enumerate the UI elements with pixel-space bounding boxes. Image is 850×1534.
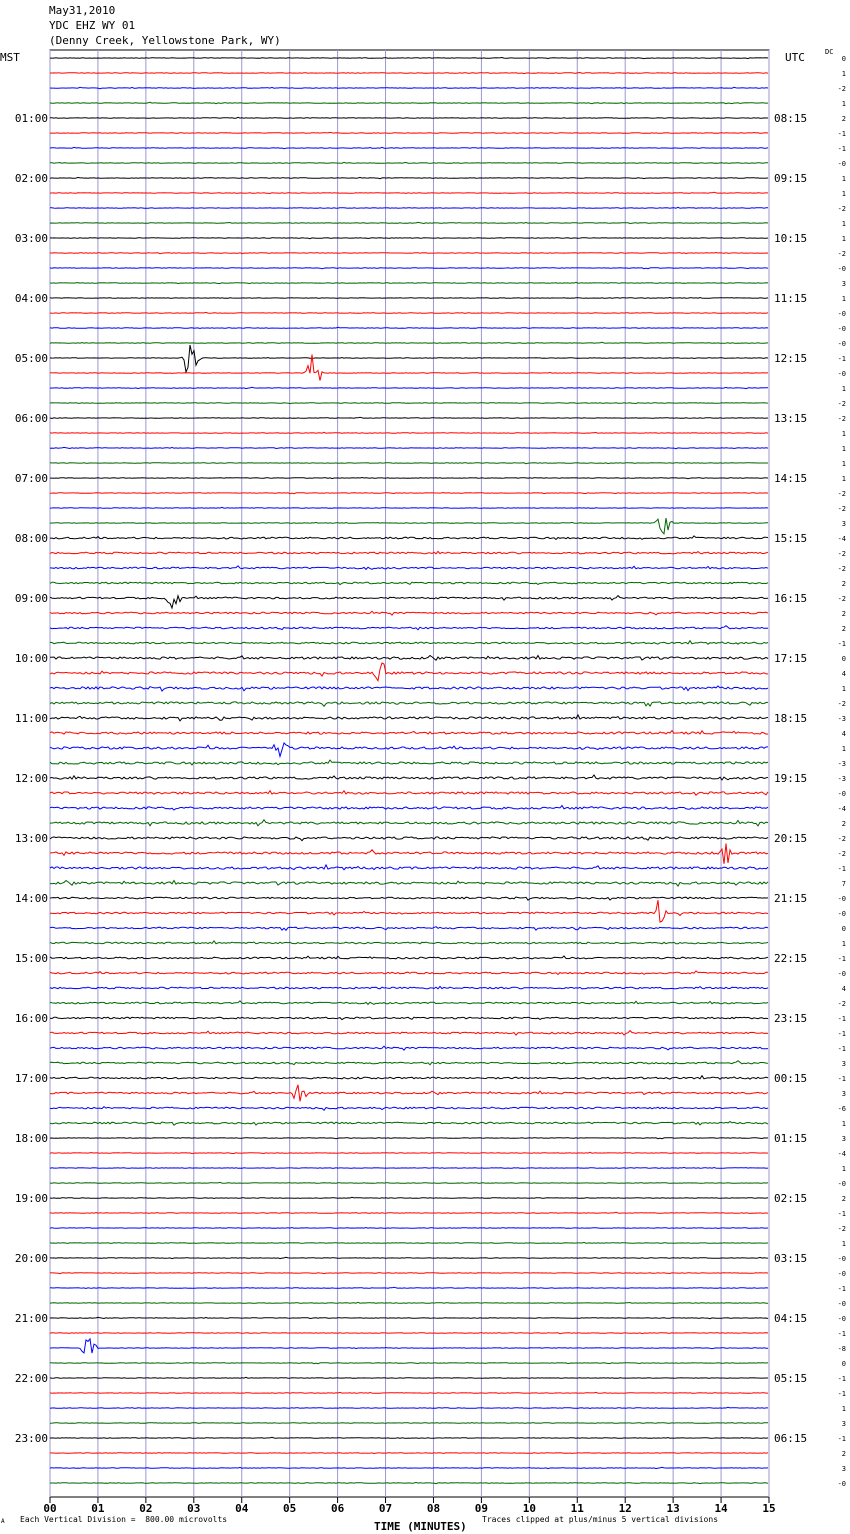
trace-row xyxy=(50,447,768,448)
scale-note: Each Vertical Division = 800.00 microvolts xyxy=(20,1515,228,1524)
dc-offset-label: -2 xyxy=(837,565,846,573)
dc-offset-label: -0 xyxy=(837,910,846,918)
dc-offset-label: 1 xyxy=(841,385,846,393)
record-date: May31,2010 xyxy=(49,4,116,17)
dc-offset-label: 3 xyxy=(841,1090,846,1098)
dc-offset-label: -2 xyxy=(837,1000,846,1008)
trace-row xyxy=(50,596,768,608)
trace-row xyxy=(50,493,768,494)
dc-offset-label: -3 xyxy=(837,760,846,768)
dc-offset-label: 2 xyxy=(841,115,846,123)
dc-offset-label: 0 xyxy=(841,1360,846,1368)
x-tick-label: 10 xyxy=(522,1502,536,1515)
left-hour-label: 18:00 xyxy=(14,1132,48,1145)
dc-offset-label: 1 xyxy=(841,175,846,183)
dc-offset-label: 1 xyxy=(841,1120,846,1128)
x-tick-label: 11 xyxy=(570,1502,584,1515)
plot-frame xyxy=(50,50,769,1497)
dc-offset-label: -6 xyxy=(837,1105,846,1113)
left-hour-label: 14:00 xyxy=(14,892,48,905)
dc-offset-label: -2 xyxy=(837,835,846,843)
dc-offset-label: 3 xyxy=(841,1060,846,1068)
trace-row xyxy=(50,1363,768,1364)
right-hour-label: 01:15 xyxy=(774,1132,808,1145)
dc-offset-label: -1 xyxy=(837,355,846,363)
trace-row xyxy=(50,611,768,615)
dc-offset-label: 0 xyxy=(841,655,846,663)
trace-row xyxy=(50,897,768,900)
dc-offset-label: -4 xyxy=(837,805,846,813)
trace-row xyxy=(50,820,768,826)
dc-offset-label: -3 xyxy=(837,715,846,723)
trace-row xyxy=(50,1453,768,1454)
right-hour-label: 05:15 xyxy=(774,1372,808,1385)
trace-row xyxy=(50,1407,768,1408)
x-tick-label: 12 xyxy=(618,1502,632,1515)
trace-row xyxy=(50,837,768,841)
trace-row xyxy=(50,463,768,464)
trace-row xyxy=(50,1107,768,1111)
right-hour-label: 09:15 xyxy=(774,172,808,185)
trace-row xyxy=(50,1333,768,1334)
dc-offset-label: 1 xyxy=(841,1165,846,1173)
right-hour-label: 11:15 xyxy=(774,292,808,305)
trace-row xyxy=(50,900,768,922)
trace-row xyxy=(50,132,768,133)
dc-offset-label: -2 xyxy=(837,205,846,213)
dc-offset-label: -2 xyxy=(837,850,846,858)
trace-row xyxy=(50,1182,768,1183)
trace-row xyxy=(50,1061,768,1065)
left-hour-label: 05:00 xyxy=(14,352,48,365)
dc-offset-label: 4 xyxy=(841,985,846,993)
dc-offset-label: -4 xyxy=(837,535,846,543)
dc-offset-label: 2 xyxy=(841,1195,846,1203)
dc-offset-label: 3 xyxy=(841,280,846,288)
dc-offset-label: 3 xyxy=(841,1135,846,1143)
right-hour-label: 02:15 xyxy=(774,1192,808,1205)
dc-offset-label: 2 xyxy=(841,625,846,633)
right-hour-label: 22:15 xyxy=(774,952,808,965)
dc-offset-label: -1 xyxy=(837,1210,846,1218)
dc-offset-label: -0 xyxy=(837,1480,846,1488)
dc-offset-label: -0 xyxy=(837,1180,846,1188)
x-tick-label: 02 xyxy=(139,1502,153,1515)
right-hour-label: 19:15 xyxy=(774,772,808,785)
trace-row xyxy=(50,806,768,811)
trace-row xyxy=(50,518,768,534)
right-hour-label: 13:15 xyxy=(774,412,808,425)
trace-row xyxy=(50,1423,768,1424)
trace-row xyxy=(50,417,768,418)
trace-row xyxy=(50,731,768,735)
left-hour-label: 13:00 xyxy=(14,832,48,845)
dc-offset-label: -1 xyxy=(837,1435,846,1443)
dc-offset-label: 2 xyxy=(841,610,846,618)
dc-offset-label: 1 xyxy=(841,220,846,228)
trace-row xyxy=(50,986,768,988)
trace-row xyxy=(50,1076,768,1080)
left-hour-label: 06:00 xyxy=(14,412,48,425)
dc-offset-label: 1 xyxy=(841,940,846,948)
dc-offset-label: -1 xyxy=(837,1075,846,1083)
trace-row xyxy=(50,327,768,328)
dc-offset-label: -0 xyxy=(837,1255,846,1263)
dc-offset-label: 1 xyxy=(841,295,846,303)
trace-row xyxy=(50,387,768,388)
left-hour-label: 04:00 xyxy=(14,292,48,305)
trace-row xyxy=(50,844,768,864)
trace-row xyxy=(50,641,768,645)
right-hour-label: 08:15 xyxy=(774,112,808,125)
x-tick-label: 14 xyxy=(714,1502,728,1515)
dc-offset-label: -1 xyxy=(837,1375,846,1383)
dc-offset-label: -0 xyxy=(837,790,846,798)
trace-row xyxy=(50,73,768,74)
right-hour-label: 23:15 xyxy=(774,1012,808,1025)
dc-offset-label: -2 xyxy=(837,505,846,513)
dc-offset-label: -0 xyxy=(837,160,846,168)
trace-row xyxy=(50,1167,768,1168)
dc-offset-label: -3 xyxy=(837,775,846,783)
trace-row xyxy=(50,791,768,796)
trace-row xyxy=(50,760,768,765)
dc-offset-label: 1 xyxy=(841,745,846,753)
trace-row xyxy=(50,1046,768,1050)
dc-column-label: DC xyxy=(825,48,834,56)
right-hour-label: 21:15 xyxy=(774,892,808,905)
dc-offset-label: 2 xyxy=(841,1450,846,1458)
trace-row xyxy=(50,312,768,313)
right-hour-label: 15:15 xyxy=(774,532,808,545)
trace-row xyxy=(50,551,768,553)
left-hour-label: 11:00 xyxy=(14,712,48,725)
trace-row xyxy=(50,478,768,479)
trace-row xyxy=(50,1152,768,1153)
trace-row xyxy=(50,941,768,944)
trace-row xyxy=(50,268,768,269)
trace-row xyxy=(50,1138,768,1139)
left-timezone-label: MST xyxy=(0,51,20,64)
dc-offset-label: 1 xyxy=(841,70,846,78)
dc-offset-label: -0 xyxy=(837,970,846,978)
trace-row xyxy=(50,345,768,372)
trace-row xyxy=(50,1017,768,1019)
dc-offset-label: 2 xyxy=(841,820,846,828)
left-hour-label: 16:00 xyxy=(14,1012,48,1025)
dc-offset-label: -0 xyxy=(837,1270,846,1278)
right-hour-label: 10:15 xyxy=(774,232,808,245)
dc-offset-label: -0 xyxy=(837,370,846,378)
trace-row xyxy=(50,1212,768,1213)
dc-offset-label: -0 xyxy=(837,265,846,273)
trace-row xyxy=(50,432,768,433)
trace-row xyxy=(50,253,768,254)
dc-offset-label: -2 xyxy=(837,595,846,603)
trace-row xyxy=(50,865,768,870)
dc-offset-label: -2 xyxy=(837,400,846,408)
trace-row xyxy=(50,1273,768,1274)
dc-offset-label: 3 xyxy=(841,1420,846,1428)
dc-offset-label: -1 xyxy=(837,1330,846,1338)
trace-row xyxy=(50,1242,768,1243)
right-hour-label: 06:15 xyxy=(774,1432,808,1445)
dc-offset-label: -2 xyxy=(837,490,846,498)
right-hour-label: 03:15 xyxy=(774,1252,808,1265)
dc-offset-label: 1 xyxy=(841,685,846,693)
dc-offset-label: 1 xyxy=(841,1405,846,1413)
dc-offset-label: 1 xyxy=(841,445,846,453)
dc-offset-label: -1 xyxy=(837,865,846,873)
left-hour-label: 20:00 xyxy=(14,1252,48,1265)
dc-offset-label: -1 xyxy=(837,955,846,963)
trace-row xyxy=(50,58,768,59)
dc-offset-label: -0 xyxy=(837,340,846,348)
trace-row xyxy=(50,743,768,757)
left-hour-label: 08:00 xyxy=(14,532,48,545)
trace-row xyxy=(50,715,768,721)
left-hour-label: 19:00 xyxy=(14,1192,48,1205)
clipping-note: Traces clipped at plus/minus 5 vertical divisions xyxy=(482,1515,719,1524)
trace-row xyxy=(50,1392,768,1393)
dc-offset-label: -1 xyxy=(837,145,846,153)
x-tick-label: 01 xyxy=(91,1502,105,1515)
station-location: (Denny Creek, Yellowstone Park, WY) xyxy=(49,34,281,47)
dc-offset-label: 4 xyxy=(841,670,846,678)
dc-offset-label: -0 xyxy=(837,310,846,318)
x-tick-label: 00 xyxy=(43,1502,57,1515)
x-tick-label: 03 xyxy=(187,1502,201,1515)
trace-row xyxy=(50,207,768,208)
right-hour-label: 00:15 xyxy=(774,1072,808,1085)
trace-row xyxy=(50,1031,768,1036)
left-hour-label: 02:00 xyxy=(14,172,48,185)
left-hour-label: 23:00 xyxy=(14,1432,48,1445)
dc-offset-label: 1 xyxy=(841,235,846,243)
trace-row xyxy=(50,192,768,193)
trace-row xyxy=(50,1001,768,1005)
trace-row xyxy=(50,1287,768,1288)
x-axis-title: TIME (MINUTES) xyxy=(374,1520,467,1533)
trace-row xyxy=(50,147,768,148)
dc-offset-label: -2 xyxy=(837,415,846,423)
left-hour-label: 22:00 xyxy=(14,1372,48,1385)
station-code: YDC EHZ WY 01 xyxy=(49,19,136,32)
dc-offset-label: -2 xyxy=(837,550,846,558)
dc-offset-label: -1 xyxy=(837,130,846,138)
trace-row xyxy=(50,956,768,959)
dc-offset-label: 1 xyxy=(841,100,846,108)
trace-row xyxy=(50,1339,768,1353)
dc-offset-label: -0 xyxy=(837,895,846,903)
trace-row xyxy=(50,1377,768,1378)
trace-row xyxy=(50,656,768,661)
right-hour-label: 18:15 xyxy=(774,712,808,725)
trace-row xyxy=(50,162,768,163)
left-hour-label: 03:00 xyxy=(14,232,48,245)
dc-offset-label: -2 xyxy=(837,1225,846,1233)
dc-offset-label: 2 xyxy=(841,580,846,588)
trace-row xyxy=(50,927,768,931)
dc-offset-label: 1 xyxy=(841,430,846,438)
x-tick-label: 07 xyxy=(378,1502,393,1515)
left-hour-label: 10:00 xyxy=(14,652,48,665)
dc-offset-label: 1 xyxy=(841,1240,846,1248)
trace-row xyxy=(50,686,768,691)
x-tick-label: 05 xyxy=(283,1502,297,1515)
right-hour-label: 14:15 xyxy=(774,472,808,485)
trace-row xyxy=(50,663,768,681)
left-hour-label: 01:00 xyxy=(14,112,48,125)
trace-row xyxy=(50,775,768,780)
corner-mark: A xyxy=(1,1518,5,1525)
trace-row xyxy=(50,1302,768,1303)
left-hour-label: 15:00 xyxy=(14,952,48,965)
trace-row xyxy=(50,1467,768,1468)
trace-row xyxy=(50,238,768,239)
x-tick-label: 06 xyxy=(330,1502,345,1515)
trace-row xyxy=(50,222,768,223)
dc-offset-label: -0 xyxy=(837,1315,846,1323)
trace-row xyxy=(50,1482,768,1483)
dc-offset-label: -1 xyxy=(837,1030,846,1038)
trace-row xyxy=(50,1197,768,1198)
trace-row xyxy=(50,342,768,343)
trace-row xyxy=(50,102,768,103)
dc-offset-label: 4 xyxy=(841,730,846,738)
left-hour-label: 09:00 xyxy=(14,592,48,605)
trace-row xyxy=(50,507,768,508)
dc-offset-label: -2 xyxy=(837,700,846,708)
dc-offset-label: -2 xyxy=(837,85,846,93)
dc-offset-label: -1 xyxy=(837,1390,846,1398)
trace-row xyxy=(50,626,768,630)
dc-offset-label: -4 xyxy=(837,1150,846,1158)
right-hour-label: 16:15 xyxy=(774,592,808,605)
trace-row xyxy=(50,881,768,887)
trace-row xyxy=(50,403,768,404)
dc-offset-label: -1 xyxy=(837,1045,846,1053)
x-tick-label: 04 xyxy=(235,1502,249,1515)
left-hour-label: 07:00 xyxy=(14,472,48,485)
dc-offset-label: 1 xyxy=(841,190,846,198)
x-tick-label: 13 xyxy=(666,1502,680,1515)
trace-row xyxy=(50,1228,768,1229)
x-tick-label: 15 xyxy=(762,1502,776,1515)
dc-offset-label: -1 xyxy=(837,1285,846,1293)
trace-row xyxy=(50,87,768,88)
dc-offset-label: 1 xyxy=(841,460,846,468)
right-hour-label: 12:15 xyxy=(774,352,808,365)
trace-row xyxy=(50,177,768,178)
trace-row xyxy=(50,117,768,118)
dc-offset-label: 0 xyxy=(841,925,846,933)
dc-offset-label: 3 xyxy=(841,1465,846,1473)
trace-row xyxy=(50,566,768,570)
trace-row xyxy=(50,1437,768,1438)
trace-row xyxy=(50,1257,768,1258)
trace-row xyxy=(50,971,768,975)
right-timezone-label: UTC xyxy=(785,51,805,64)
x-tick-label: 09 xyxy=(474,1502,489,1515)
dc-offset-label: 7 xyxy=(841,880,846,888)
dc-offset-label: -0 xyxy=(837,1300,846,1308)
right-hour-label: 20:15 xyxy=(774,832,808,845)
trace-row xyxy=(50,582,768,584)
trace-row xyxy=(50,1317,768,1318)
right-hour-label: 17:15 xyxy=(774,652,808,665)
right-hour-label: 04:15 xyxy=(774,1312,808,1325)
trace-row xyxy=(50,1122,768,1126)
dc-offset-label: -8 xyxy=(837,1345,846,1353)
dc-offset-label: 1 xyxy=(841,475,846,483)
dc-offset-label: 0 xyxy=(841,55,846,63)
trace-row xyxy=(50,282,768,283)
left-hour-label: 21:00 xyxy=(14,1312,48,1325)
dc-offset-label: -2 xyxy=(837,250,846,258)
trace-row xyxy=(50,297,768,298)
trace-row xyxy=(50,702,768,706)
dc-offset-label: 3 xyxy=(841,520,846,528)
dc-offset-label: -1 xyxy=(837,640,846,648)
x-tick-label: 08 xyxy=(426,1502,441,1515)
trace-row xyxy=(50,536,768,540)
dc-offset-label: -1 xyxy=(837,1015,846,1023)
dc-offset-label: -0 xyxy=(837,325,846,333)
trace-row xyxy=(50,1085,768,1102)
left-hour-label: 17:00 xyxy=(14,1072,48,1085)
left-hour-label: 12:00 xyxy=(14,772,48,785)
